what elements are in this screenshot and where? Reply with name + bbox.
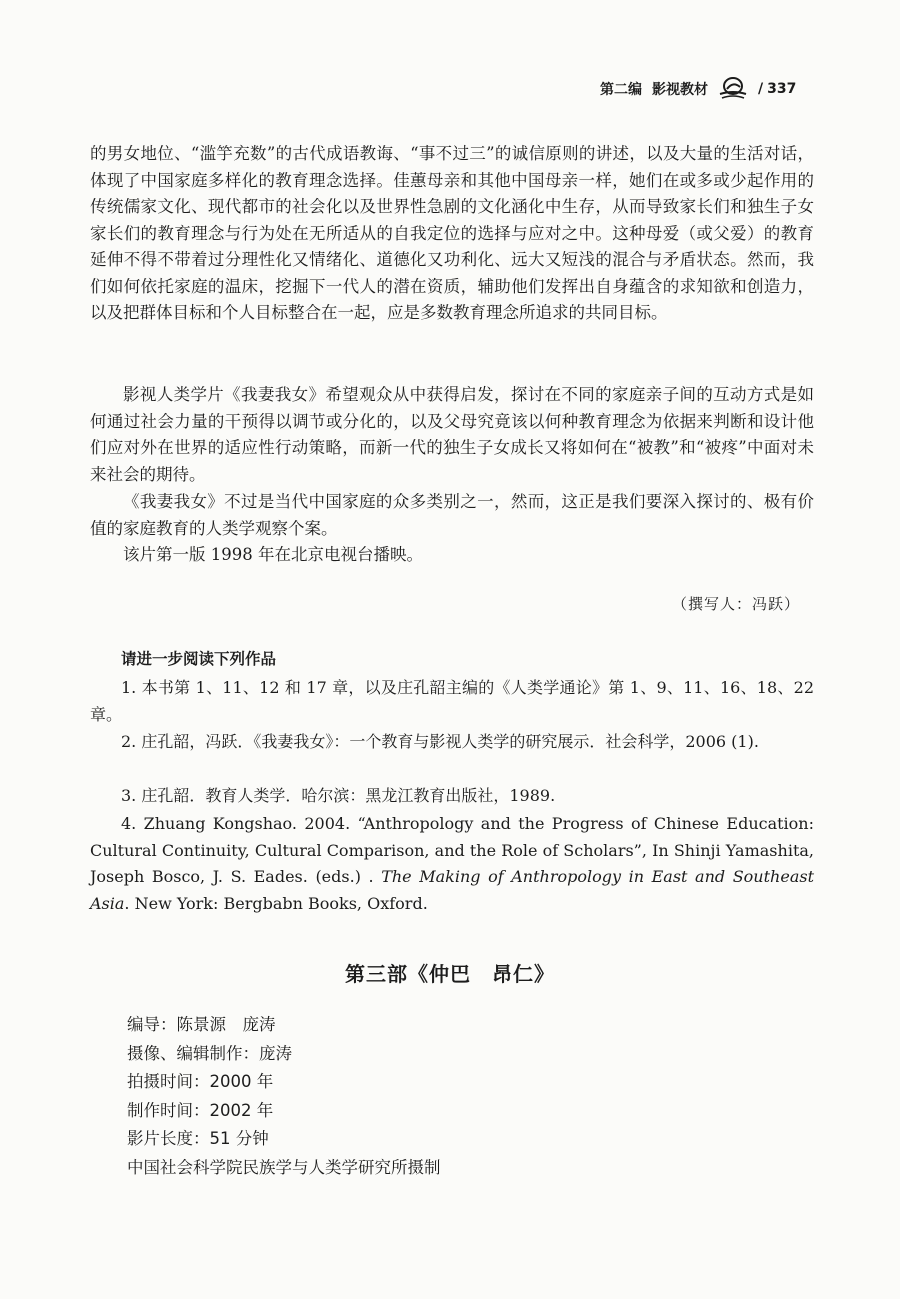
reference-item-4-text: 4. Zhuang Kongshao. 2004. “Anthropology and the Progress of Chinese Education: Cultural Continuity, Cultural Comparison, and the Role of Scholars”, In Shinji Yamashita, Joseph Bosco, J. S. Eades. (eds.) . — [90, 814, 814, 886]
header-section: 第二编 — [600, 82, 642, 98]
header-page-separator: / — [758, 81, 764, 97]
header-chapter: 影视教材 — [652, 82, 708, 98]
body-paragraph-2: 影视人类学片《我妻我女》希望观众从中获得启发，探讨在不同的家庭亲子间的互动方式是如何通过社会力量的干预得以调节或分化的，以及父母究竟该以何种教育理念为依据来判断和设计他们应对外在世界的适应性行动策略，而新一代的独生子女成长又将如何在“被教”和“被疼”中面对未来社会的期待。 — [90, 385, 814, 484]
section-title: 第三部《仲巴 昂仁》 — [345, 962, 555, 986]
credit-producer: 中国社会科学院民族学与人类学研究所摄制 — [127, 1157, 441, 1177]
body-paragraph-1: 的男女地位、“滥竽充数”的古代成语教诲、“事不过三”的诚信原则的讲述，以及大量的生活对话，体现了中国家庭多样化的教育理念选择。佳蕙母亲和其他中国母亲一样，她们在或多或少起作用的传统儒家文化、现代都市的社会化以及世界性急剧的文化涵化中生存，从而导致家长们和独生子女家长们的教育理念与行为处在无所适从的自我定位的选择与应对之中。这种母爱（或父爱）的教育延伸不得不带着过分理性化又情绪化、道德化又功利化、远大又短浅的混合与矛盾状态。然而，我们如何依托家庭的温床，挖掘下一代人的潜在资质，辅助他们发挥出自身蕴含的求知欲和创造力，以及把群体目标和个人目标整合在一起，应是多数教育理念所追求的共同目标。 — [90, 144, 814, 322]
credit-shooting-time: 拍摄时间：2000 年 — [127, 1072, 274, 1091]
body-paragraph-4: 该片第一版 1998 年在北京电视台播映。 — [123, 545, 423, 564]
series-logo-icon — [718, 77, 748, 101]
credit-film-length: 影片长度：51 分钟 — [127, 1129, 269, 1148]
reference-item-4-book-title: The Making of Anthropology in East and Southeast Asia — [90, 867, 814, 913]
reference-item-2: 2. 庄孔韶，冯跃．《我妻我女》：一个教育与影视人类学的研究展示．社会科学，2006 (1). — [121, 732, 759, 751]
credit-camera-editing: 摄像、编辑制作：庞涛 — [127, 1043, 292, 1063]
film-credits — [127, 1011, 441, 1182]
reference-item-3: 3. 庄孔韶．教育人类学．哈尔滨：黑龙江教育出版社，1989. — [121, 786, 556, 805]
reference-item-4 — [90, 811, 814, 917]
credit-director: 编导：陈景源 庞涛 — [127, 1015, 276, 1034]
credit-production-time: 制作时间：2002 年 — [127, 1100, 274, 1120]
further-reading-heading: 请进一步阅读下列作品 — [121, 650, 277, 668]
page-number: 337 — [767, 81, 797, 97]
reference-item-1: 1. 本书第 1、11、12 和 17 章，以及庄孔韶主编的《人类学通论》第 1、9、11、16、18、22 章。 — [90, 678, 814, 724]
running-header — [600, 76, 860, 102]
author-credit: （撰写人：冯跃） — [671, 595, 800, 613]
reference-item-4-publisher: . New York: Bergbabn Books, Oxford. — [124, 893, 428, 913]
body-paragraph-3: 《我妻我女》不过是当代中国家庭的众多类别之一，然而，这正是我们要深入探讨的、极有价值的家庭教育的人类学观察个案。 — [90, 492, 814, 538]
